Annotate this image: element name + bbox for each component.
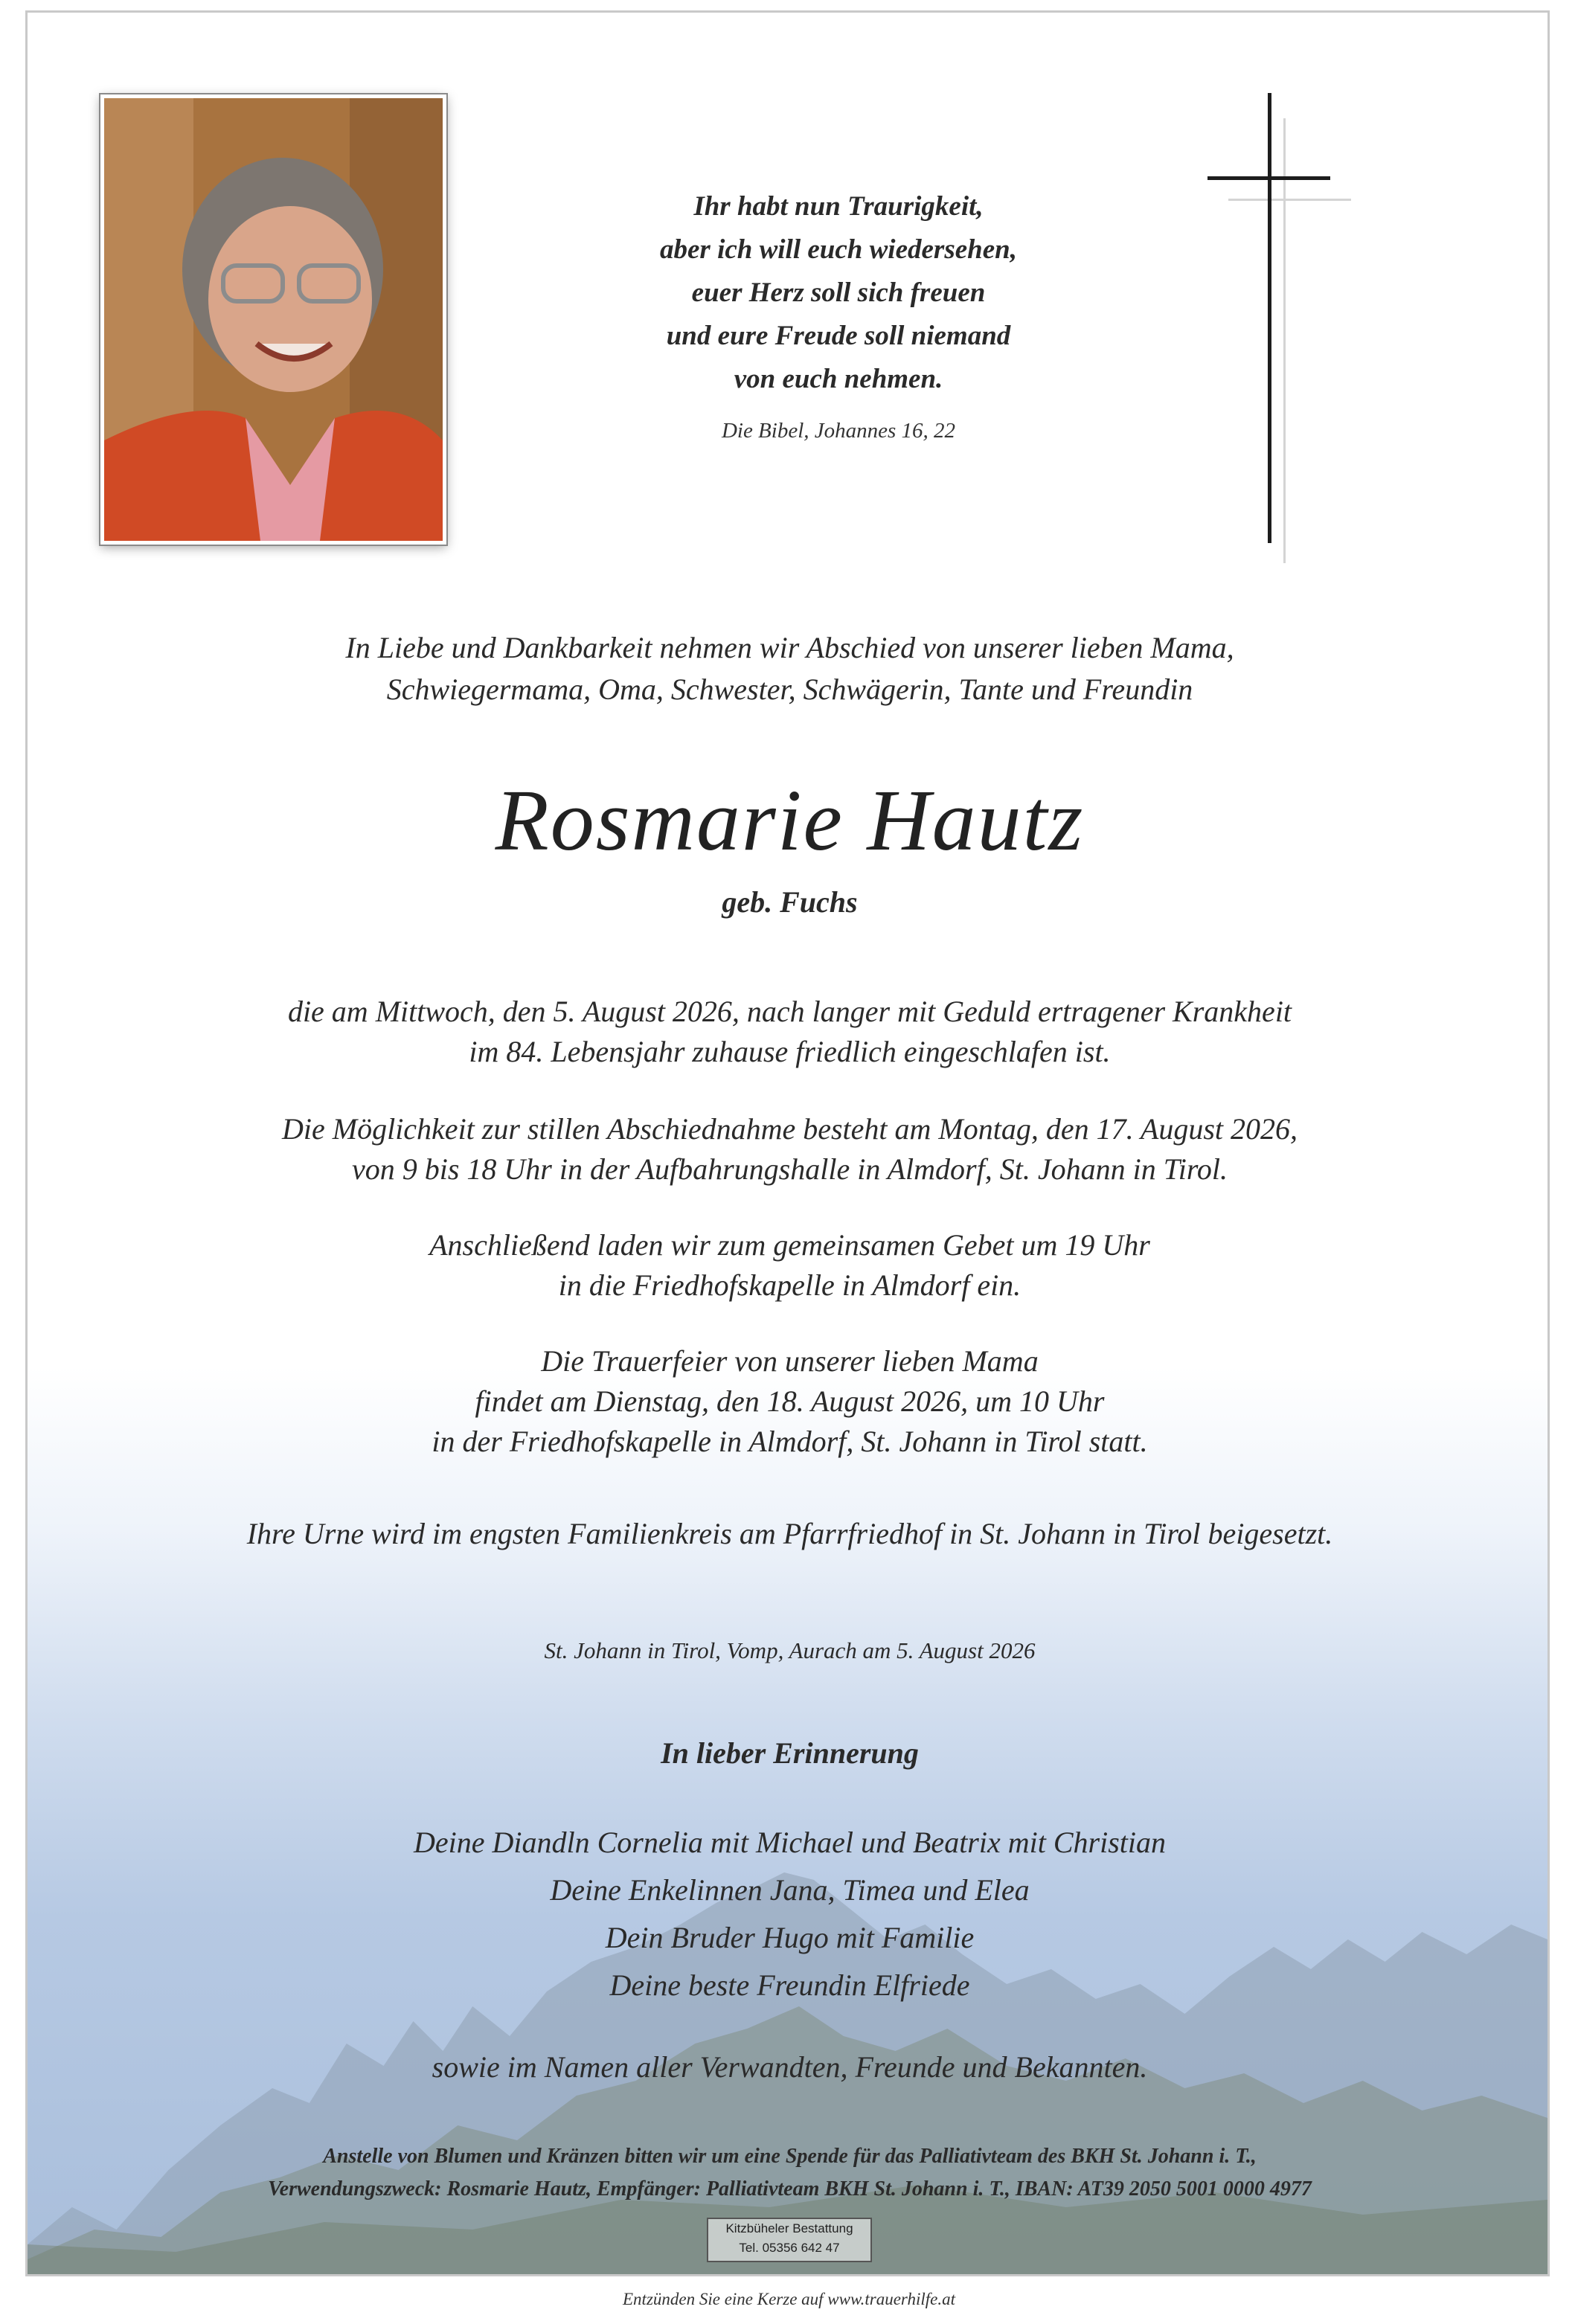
paragraph-line: Anschließend laden wir zum gemeinsamen Gebet um 19 Uhr [429,1228,1150,1262]
prayer-paragraph [28,1225,1550,1306]
portrait-photo [100,94,446,545]
motto-line: euer Herz soll sich freuen [691,277,986,308]
obituary-sheet [25,10,1550,2276]
paragraph-line: in der Friedhofskapelle in Almdorf, St. Johann in Tirol statt. [432,1425,1148,1458]
bible-verse [548,185,1129,443]
motto-line: Ihr habt nun Traurigkeit, [693,191,984,222]
paragraph-line: in die Friedhofskapelle in Almdorf ein. [558,1268,1021,1302]
intro-line: In Liebe und Dankbarkeit nehmen wir Abschied von unserer lieben Mama, [345,631,1234,664]
paragraph-line: von 9 bis 18 Uhr in der Aufbahrungshalle in Almdorf, St. Johann in Tirol. [351,1152,1228,1186]
motto-line: von euch nehmen. [734,364,943,394]
donation-note [28,2140,1550,2206]
paragraph-line: Die Trauerfeier von unserer lieben Mama [541,1344,1039,1378]
verse-source: Die Bibel, Johannes 16, 22 [721,419,956,443]
place-date: St. Johann in Tirol, Vomp, Aurach am 5. August 2026 [544,1637,1036,1663]
undertaker-logo [707,2218,872,2262]
motto-line: und eure Freude soll niemand [666,321,1011,351]
memory-heading: In lieber Erinnerung [661,1736,919,1770]
paragraph-line: Die Möglichkeit zur stillen Abschiednahme besteht am Montag, den 17. August 2026, [282,1112,1298,1146]
paragraph-line: die am Mittwoch, den 5. August 2026, nach langer mit Geduld ertragener Krankheit [287,995,1292,1028]
mourner-line: Deine Diandln Cornelia mit Michael und Beatrix mit Christian [413,1826,1166,1859]
cross-icon [1268,93,1271,543]
motto-line: aber ich will euch wiedersehen, [660,234,1017,265]
deceased-name: Rosmarie Hautz [495,771,1085,869]
undertaker-name: Kitzbüheler Bestattung [725,2221,853,2235]
funeral-paragraph [28,1341,1550,1462]
mourners-list [28,1819,1550,2009]
undertaker-phone: Tel. 05356 642 47 [739,2241,840,2255]
cross-shadow-vertical [1283,118,1286,563]
donation-line: Anstelle von Blumen und Kränzen bitten wir um eine Spende für das Palliativteam des BKH St. Johann i. T., [323,2145,1257,2168]
intro-text [28,627,1550,710]
death-paragraph [28,992,1550,1072]
portrait-illustration [104,98,443,541]
mourner-line: Dein Bruder Hugo mit Familie [605,1921,975,1954]
intro-line: Schwiegermama, Oma, Schwester, Schwägerin, Tante und Freundin [386,673,1193,706]
donation-line: Verwendungszweck: Rosmarie Hautz, Empfänger: Palliativteam BKH St. Johann i. T., IBAN: AT39 2050 5001 0000 4977 [268,2177,1312,2201]
paragraph-line: findet am Dienstag, den 18. August 2026, um 10 Uhr [475,1384,1105,1418]
closing-line: sowie im Namen aller Verwandten, Freunde und Bekannten. [432,2050,1148,2084]
paragraph-line: im 84. Lebensjahr zuhause friedlich eingeschlafen ist. [469,1035,1111,1068]
cross-shadow-horizontal [1228,199,1351,201]
urn-paragraph: Ihre Urne wird im engsten Familienkreis am Pfarrfriedhof in St. Johann in Tirol beigesetzt. [246,1517,1333,1550]
mourner-line: Deine beste Freundin Elfriede [609,1968,970,2002]
mourner-line: Deine Enkelinnen Jana, Timea und Elea [550,1873,1030,1907]
cross-icon-bar [1207,176,1330,180]
candle-link[interactable]: Entzünden Sie eine Kerze auf www.trauerhilfe.at [623,2290,955,2308]
birth-name: geb. Fuchs [722,885,858,919]
viewing-paragraph [28,1109,1550,1190]
